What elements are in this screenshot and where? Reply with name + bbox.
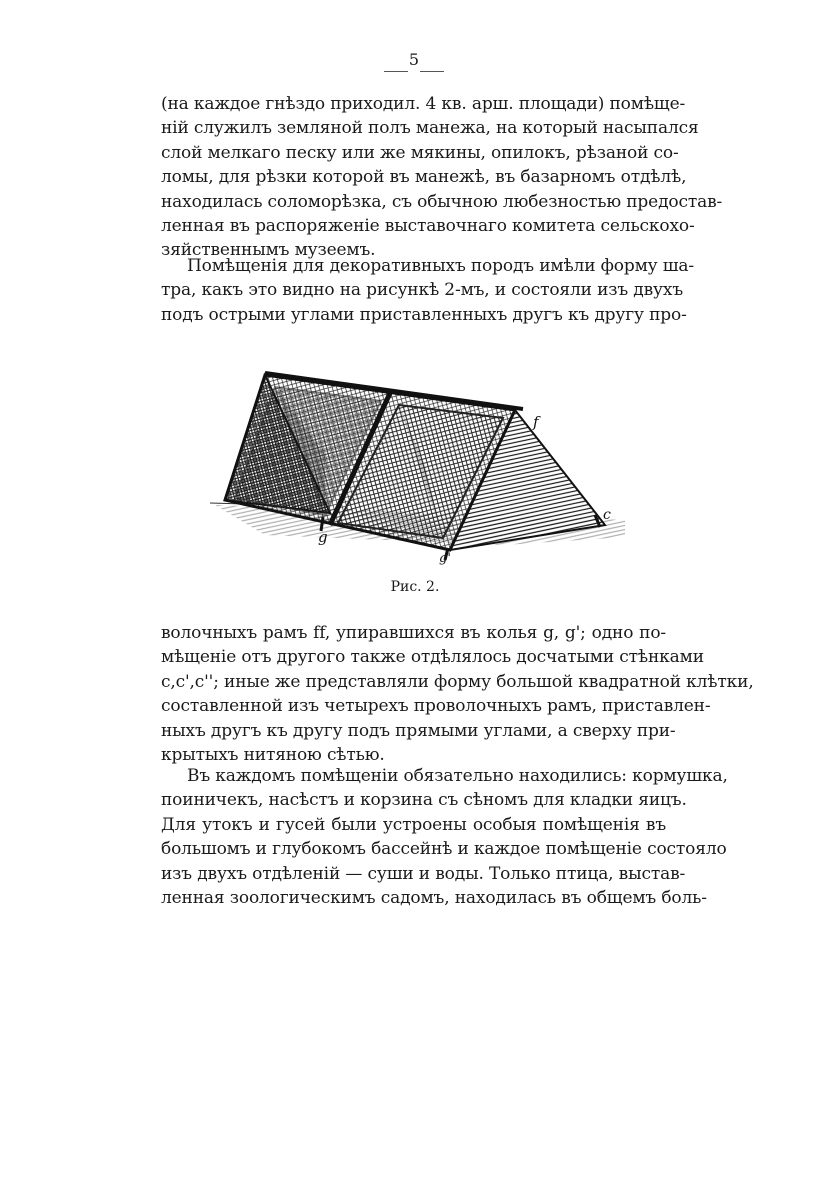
figure-caption: Рис. 2. bbox=[390, 579, 440, 595]
label-f: f bbox=[533, 413, 539, 431]
text-line: большомъ и глубокомъ бассейнѣ и каждое помѣщенiе состояло bbox=[161, 839, 727, 860]
text-line: составленной изъ четырехъ проволочныхъ рамъ, приставлен- bbox=[161, 696, 711, 717]
text-line: крытыхъ нитяною сѣтью. bbox=[161, 744, 385, 765]
paragraph-top bbox=[161, 92, 723, 263]
text-line: находилась соломорѣзка, съ обычною любезностью предостав- bbox=[161, 191, 723, 212]
text-line: подъ острыми углами приставленныхъ другъ къ другу про- bbox=[161, 304, 687, 325]
text-line: Для утокъ и гусей были устроены особыя помѣщенiя въ bbox=[161, 814, 666, 835]
label-g: g bbox=[318, 528, 328, 546]
text-line: ныхъ другъ къ другу подъ прямыми углами, а сверху при- bbox=[161, 720, 676, 741]
label-c: c bbox=[603, 507, 611, 523]
text-line: нiй служилъ земляной полъ манежа, на который насыпался bbox=[161, 118, 699, 139]
paragraph-third bbox=[161, 621, 754, 767]
paragraph-second bbox=[161, 254, 695, 327]
text-line: c,c',c''; иные же представляли форму большой квадратной клѣтки, bbox=[161, 671, 754, 692]
page-number-rule-right bbox=[420, 71, 444, 72]
text-line: ломы, для рѣзки которой въ манежѣ, въ базарномъ отдѣлѣ, bbox=[161, 167, 687, 188]
text-line: Помѣщенiя для декоративныхъ породъ имѣли форму ша- bbox=[187, 256, 695, 276]
text-line: (на каждое гнѣздо приходил. 4 кв. арш. площади) помѣще- bbox=[161, 94, 686, 114]
text-line: Въ каждомъ помѣщенiи обязательно находились: кормушка, bbox=[187, 766, 728, 786]
text-line: мѣщенiе отъ другого также отдѣлялось досчатыми стѣнками bbox=[161, 647, 704, 668]
text-line: слой мелкаго песку или же мякины, опилокъ, рѣзаной со- bbox=[161, 142, 679, 163]
text-line: изъ двухъ отдѣленiй — суши и воды. Только птица, выстав- bbox=[161, 863, 686, 884]
label-g-prime: g' bbox=[439, 551, 451, 566]
paragraph-fourth bbox=[161, 764, 728, 910]
page-number-rule-left bbox=[384, 71, 408, 72]
text-line: зяйственнымъ музеемъ. bbox=[161, 240, 376, 261]
text-line: ленная въ распоряженiе выставочнаго комитета сельскохо- bbox=[161, 215, 695, 236]
text-line: тра, какъ это видно на рисункѣ 2-мъ, и состояли изъ двухъ bbox=[161, 280, 683, 301]
text-line: волочныхъ рамъ ff, упиравшихся въ колья g, g'; одно по- bbox=[161, 623, 666, 643]
text-line: ленная зоологическимъ садомъ, находилась въ общемъ боль- bbox=[161, 887, 707, 908]
text-line: поиничекъ, насѣстъ и корзина съ сѣномъ для кладки яицъ. bbox=[161, 790, 687, 811]
figure-tent-coop bbox=[205, 355, 630, 570]
page-number: 5 bbox=[408, 50, 420, 69]
